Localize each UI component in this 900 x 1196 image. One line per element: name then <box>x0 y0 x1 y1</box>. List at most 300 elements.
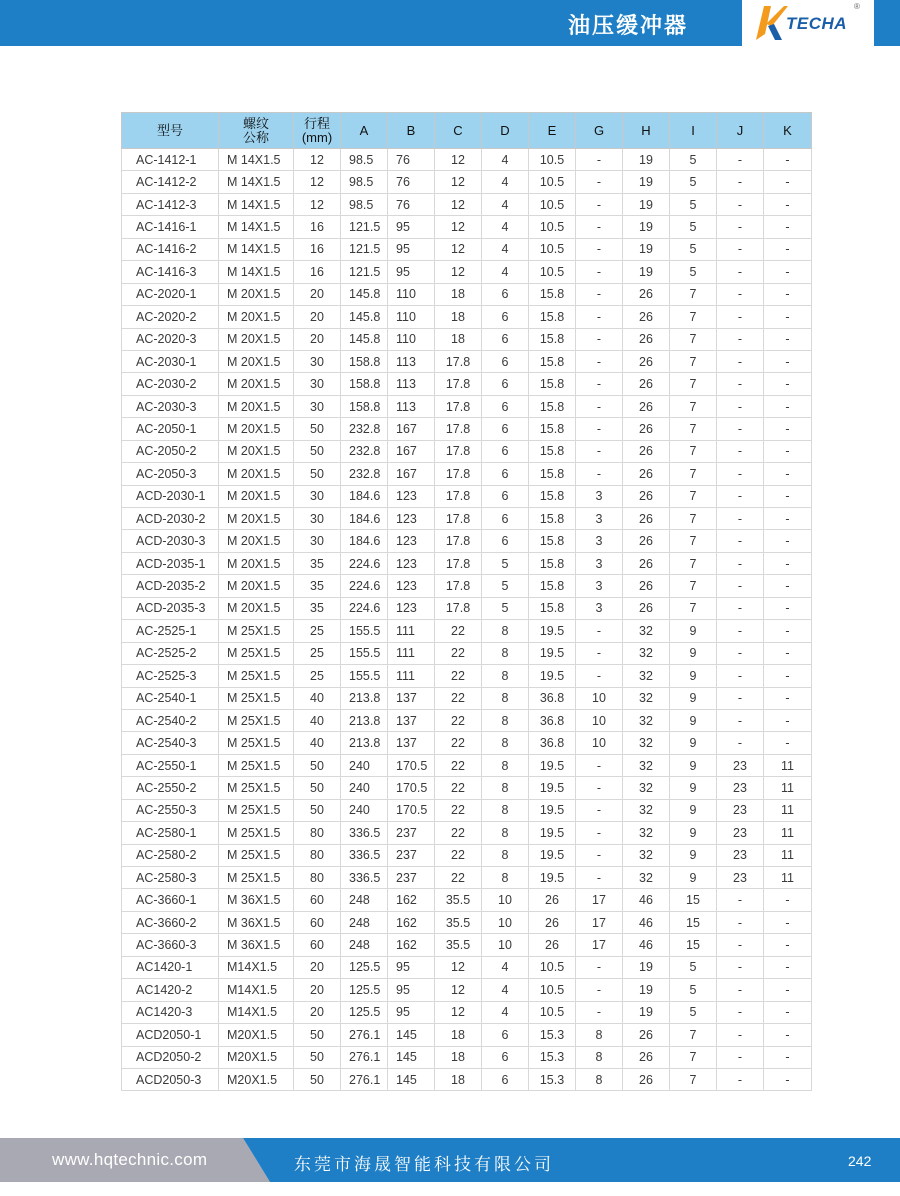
column-header-label: I <box>691 122 695 138</box>
table-cell: 113 <box>388 395 435 417</box>
table-cell: 4 <box>482 193 529 215</box>
table-cell: 237 <box>388 867 435 889</box>
table-cell: 4 <box>482 171 529 193</box>
model-cell: AC-2030-1 <box>122 350 219 372</box>
table-cell: 15.8 <box>529 328 576 350</box>
table-cell: - <box>764 216 812 238</box>
table-cell: 26 <box>623 395 670 417</box>
table-cell: - <box>717 395 764 417</box>
table-cell: 35.5 <box>435 889 482 911</box>
table-cell: - <box>717 216 764 238</box>
table-cell: 6 <box>482 508 529 530</box>
column-header-label: E <box>547 122 557 138</box>
table-cell: - <box>576 418 623 440</box>
table-cell: - <box>717 1024 764 1046</box>
table-cell: 123 <box>388 530 435 552</box>
table-cell: 240 <box>341 777 388 799</box>
table-cell: 32 <box>623 822 670 844</box>
table-row <box>122 463 812 485</box>
thread-cell: M 20X1.5 <box>219 552 294 574</box>
thread-cell: M 36X1.5 <box>219 889 294 911</box>
table-row <box>122 328 812 350</box>
table-cell: 7 <box>670 395 717 417</box>
table-cell: 17.8 <box>435 373 482 395</box>
table-cell: 6 <box>482 485 529 507</box>
table-cell: - <box>764 575 812 597</box>
thread-cell: M14X1.5 <box>219 1001 294 1023</box>
model-cell: ACD2050-1 <box>122 1024 219 1046</box>
table-row <box>122 238 812 260</box>
table-cell: - <box>717 149 764 171</box>
model-cell: AC1420-2 <box>122 979 219 1001</box>
table-cell: 15.8 <box>529 508 576 530</box>
table-cell: 19 <box>623 979 670 1001</box>
table-cell: 76 <box>388 193 435 215</box>
table-row <box>122 350 812 372</box>
table-cell: 145 <box>388 1024 435 1046</box>
table-cell: - <box>764 889 812 911</box>
table-cell: 19 <box>623 216 670 238</box>
table-row <box>122 395 812 417</box>
table-cell: 32 <box>623 844 670 866</box>
table-cell: 5 <box>670 1001 717 1023</box>
table-cell: 26 <box>623 283 670 305</box>
table-cell: 8 <box>482 620 529 642</box>
thread-cell: M 14X1.5 <box>219 149 294 171</box>
thread-cell: M 20X1.5 <box>219 575 294 597</box>
table-row <box>122 418 812 440</box>
column-header <box>482 113 529 149</box>
table-cell: 213.8 <box>341 709 388 731</box>
table-cell: 50 <box>294 1068 341 1090</box>
table-cell: 158.8 <box>341 395 388 417</box>
table-row <box>122 1068 812 1090</box>
model-cell: ACD2050-3 <box>122 1068 219 1090</box>
table-cell: - <box>576 979 623 1001</box>
table-cell: - <box>764 440 812 462</box>
table-cell: 19 <box>623 238 670 260</box>
table-cell: 7 <box>670 440 717 462</box>
header-bar <box>0 0 900 46</box>
table-cell: 19.5 <box>529 844 576 866</box>
table-cell: 22 <box>435 867 482 889</box>
table-cell: 7 <box>670 418 717 440</box>
table-cell: 7 <box>670 1046 717 1068</box>
table-cell: 32 <box>623 777 670 799</box>
table-cell: 20 <box>294 956 341 978</box>
table-cell: 36.8 <box>529 709 576 731</box>
table-cell: 5 <box>670 171 717 193</box>
registered-mark: ® <box>854 2 860 11</box>
table-cell: - <box>764 709 812 731</box>
table-cell: 16 <box>294 261 341 283</box>
table-cell: 20 <box>294 1001 341 1023</box>
table-cell: 23 <box>717 867 764 889</box>
table-cell: 15 <box>670 889 717 911</box>
table-cell: 232.8 <box>341 440 388 462</box>
table-cell: - <box>717 306 764 328</box>
table-cell: 19 <box>623 149 670 171</box>
table-cell: 4 <box>482 216 529 238</box>
table-cell: - <box>717 956 764 978</box>
table-cell: 121.5 <box>341 216 388 238</box>
table-cell: 6 <box>482 463 529 485</box>
table-cell: 26 <box>623 463 670 485</box>
thread-cell: M 20X1.5 <box>219 418 294 440</box>
table-cell: 123 <box>388 485 435 507</box>
table-cell: 6 <box>482 1068 529 1090</box>
table-row <box>122 283 812 305</box>
column-header-label: A <box>359 122 369 138</box>
table-cell: 4 <box>482 956 529 978</box>
table-cell: 5 <box>670 216 717 238</box>
table-cell: 121.5 <box>341 238 388 260</box>
thread-cell: M 20X1.5 <box>219 373 294 395</box>
table-cell: 8 <box>482 844 529 866</box>
table-cell: 16 <box>294 238 341 260</box>
model-cell: AC1420-1 <box>122 956 219 978</box>
table-cell: 8 <box>482 754 529 776</box>
model-cell: AC-2580-2 <box>122 844 219 866</box>
table-cell: 95 <box>388 1001 435 1023</box>
table-cell: 26 <box>623 1024 670 1046</box>
table-cell: 232.8 <box>341 418 388 440</box>
model-cell: AC-3660-2 <box>122 911 219 933</box>
model-cell: AC-1416-3 <box>122 261 219 283</box>
table-row <box>122 687 812 709</box>
table-row <box>122 1024 812 1046</box>
table-cell: - <box>764 642 812 664</box>
model-cell: AC-2550-1 <box>122 754 219 776</box>
table-cell: 15 <box>670 911 717 933</box>
table-cell: 19 <box>623 956 670 978</box>
table-cell: 145 <box>388 1046 435 1068</box>
table-cell: 15.3 <box>529 1068 576 1090</box>
table-cell: 95 <box>388 261 435 283</box>
table-cell: 8 <box>482 709 529 731</box>
table-cell: 19 <box>623 261 670 283</box>
table-cell: 10.5 <box>529 979 576 1001</box>
table-cell: 145.8 <box>341 283 388 305</box>
table-cell: 17.8 <box>435 350 482 372</box>
table-cell: - <box>717 934 764 956</box>
table-cell: - <box>764 193 812 215</box>
table-cell: 20 <box>294 328 341 350</box>
thread-cell: M14X1.5 <box>219 979 294 1001</box>
model-cell: AC-3660-1 <box>122 889 219 911</box>
table-cell: 8 <box>482 665 529 687</box>
table-cell: 35.5 <box>435 934 482 956</box>
table-cell: 8 <box>482 867 529 889</box>
table-row <box>122 777 812 799</box>
table-cell: 123 <box>388 552 435 574</box>
table-row <box>122 261 812 283</box>
table-cell: 11 <box>764 844 812 866</box>
table-cell: - <box>717 1046 764 1068</box>
table-cell: 224.6 <box>341 575 388 597</box>
table-cell: 17 <box>576 934 623 956</box>
table-cell: 336.5 <box>341 867 388 889</box>
table-cell: 7 <box>670 463 717 485</box>
table-cell: 26 <box>623 575 670 597</box>
table-cell: 23 <box>717 799 764 821</box>
table-cell: 19 <box>623 193 670 215</box>
model-cell: AC-1416-1 <box>122 216 219 238</box>
table-cell: - <box>764 911 812 933</box>
table-cell: - <box>764 306 812 328</box>
thread-cell: M 25X1.5 <box>219 732 294 754</box>
column-header-label: B <box>406 122 416 138</box>
table-cell: 95 <box>388 216 435 238</box>
table-row <box>122 665 812 687</box>
table-cell: 18 <box>435 306 482 328</box>
table-cell: 15.3 <box>529 1046 576 1068</box>
table-cell: - <box>576 799 623 821</box>
table-cell: - <box>717 485 764 507</box>
table-cell: 36.8 <box>529 732 576 754</box>
table-cell: 10.5 <box>529 171 576 193</box>
table-cell: - <box>717 1068 764 1090</box>
table-cell: 7 <box>670 373 717 395</box>
table-cell: 46 <box>623 934 670 956</box>
thread-cell: M 25X1.5 <box>219 822 294 844</box>
thread-cell: M 25X1.5 <box>219 687 294 709</box>
table-cell: - <box>717 642 764 664</box>
table-cell: 5 <box>670 193 717 215</box>
thread-cell: M 25X1.5 <box>219 620 294 642</box>
table-cell: 23 <box>717 777 764 799</box>
thread-cell: M20X1.5 <box>219 1024 294 1046</box>
table-cell: 7 <box>670 1024 717 1046</box>
table-cell: 10.5 <box>529 1001 576 1023</box>
table-cell: 276.1 <box>341 1068 388 1090</box>
table-cell: 26 <box>529 911 576 933</box>
table-cell: - <box>764 530 812 552</box>
table-cell: 17.8 <box>435 440 482 462</box>
table-cell: 6 <box>482 418 529 440</box>
table-cell: 8 <box>482 777 529 799</box>
table-cell: 22 <box>435 687 482 709</box>
model-cell: AC-2525-1 <box>122 620 219 642</box>
table-cell: 9 <box>670 642 717 664</box>
column-header <box>122 113 219 149</box>
table-cell: 336.5 <box>341 844 388 866</box>
table-cell: 95 <box>388 979 435 1001</box>
table-cell: 22 <box>435 665 482 687</box>
table-cell: 30 <box>294 485 341 507</box>
table-cell: 12 <box>435 261 482 283</box>
table-cell: 11 <box>764 822 812 844</box>
table-row <box>122 642 812 664</box>
table-cell: 6 <box>482 530 529 552</box>
table-cell: 232.8 <box>341 463 388 485</box>
table-cell: - <box>576 754 623 776</box>
table-cell: 80 <box>294 867 341 889</box>
table-cell: - <box>576 373 623 395</box>
table-cell: 22 <box>435 642 482 664</box>
table-cell: 98.5 <box>341 171 388 193</box>
table-cell: 22 <box>435 709 482 731</box>
table-cell: 15.8 <box>529 283 576 305</box>
table-cell: - <box>576 642 623 664</box>
table-cell: 50 <box>294 1046 341 1068</box>
column-header-label: 行程 <box>303 115 330 131</box>
table-cell: 7 <box>670 1068 717 1090</box>
table-cell: 22 <box>435 777 482 799</box>
table-cell: - <box>764 171 812 193</box>
table-cell: 6 <box>482 373 529 395</box>
thread-cell: M14X1.5 <box>219 956 294 978</box>
table-cell: 184.6 <box>341 485 388 507</box>
table-cell: 15.8 <box>529 306 576 328</box>
table-cell: - <box>576 777 623 799</box>
table-cell: 26 <box>623 418 670 440</box>
table-row <box>122 822 812 844</box>
table-cell: 155.5 <box>341 665 388 687</box>
table-cell: 113 <box>388 373 435 395</box>
thread-cell: M 20X1.5 <box>219 306 294 328</box>
table-row <box>122 193 812 215</box>
table-cell: 162 <box>388 911 435 933</box>
table-cell: 12 <box>294 193 341 215</box>
table-cell: 213.8 <box>341 687 388 709</box>
table-cell: 26 <box>623 306 670 328</box>
table-cell: 16 <box>294 216 341 238</box>
table-cell: 336.5 <box>341 822 388 844</box>
table-row <box>122 552 812 574</box>
table-cell: - <box>717 709 764 731</box>
table-cell: 50 <box>294 754 341 776</box>
thread-cell: M 20X1.5 <box>219 485 294 507</box>
table-cell: 248 <box>341 934 388 956</box>
table-cell: 12 <box>435 216 482 238</box>
table-cell: 11 <box>764 799 812 821</box>
table-cell: - <box>717 508 764 530</box>
column-header-label: 螺纹 <box>242 115 269 131</box>
table-cell: - <box>764 373 812 395</box>
table-cell: 12 <box>435 193 482 215</box>
column-header <box>529 113 576 149</box>
table-cell: - <box>717 620 764 642</box>
table-cell: 60 <box>294 911 341 933</box>
table-cell: 125.5 <box>341 956 388 978</box>
table-cell: 167 <box>388 418 435 440</box>
table-cell: 26 <box>623 530 670 552</box>
table-cell: - <box>764 283 812 305</box>
table-row <box>122 597 812 619</box>
model-cell: AC-2020-3 <box>122 328 219 350</box>
column-header <box>576 113 623 149</box>
table-cell: 50 <box>294 440 341 462</box>
table-cell: - <box>717 261 764 283</box>
table-cell: 98.5 <box>341 193 388 215</box>
table-cell: 76 <box>388 149 435 171</box>
model-cell: AC-2580-1 <box>122 822 219 844</box>
column-header <box>341 113 388 149</box>
k-logo-icon <box>754 4 788 42</box>
table-cell: 11 <box>764 754 812 776</box>
table-cell: 18 <box>435 328 482 350</box>
table-cell: 19.5 <box>529 777 576 799</box>
table-cell: 12 <box>435 1001 482 1023</box>
table-cell: 111 <box>388 620 435 642</box>
table-row <box>122 956 812 978</box>
model-cell: AC-2580-3 <box>122 867 219 889</box>
thread-cell: M 20X1.5 <box>219 440 294 462</box>
table-cell: 7 <box>670 508 717 530</box>
table-cell: 10.5 <box>529 956 576 978</box>
table-cell: 95 <box>388 956 435 978</box>
table-cell: 19.5 <box>529 754 576 776</box>
table-cell: 110 <box>388 306 435 328</box>
table-cell: 9 <box>670 732 717 754</box>
table-cell: 25 <box>294 642 341 664</box>
table-cell: 18 <box>435 1024 482 1046</box>
table-cell: - <box>717 665 764 687</box>
column-header <box>717 113 764 149</box>
table-cell: 162 <box>388 934 435 956</box>
thread-cell: M20X1.5 <box>219 1068 294 1090</box>
table-cell: 17.8 <box>435 395 482 417</box>
table-cell: 276.1 <box>341 1024 388 1046</box>
table-cell: 125.5 <box>341 979 388 1001</box>
table-cell: 15.8 <box>529 418 576 440</box>
model-cell: AC-2030-2 <box>122 373 219 395</box>
thread-cell: M 25X1.5 <box>219 709 294 731</box>
table-cell: 23 <box>717 754 764 776</box>
table-cell: 7 <box>670 328 717 350</box>
table-cell: - <box>717 687 764 709</box>
table-cell: 155.5 <box>341 642 388 664</box>
model-cell: AC-1416-2 <box>122 238 219 260</box>
model-cell: AC-2540-2 <box>122 709 219 731</box>
table-cell: 4 <box>482 238 529 260</box>
table-cell: 8 <box>576 1024 623 1046</box>
table-cell: - <box>764 463 812 485</box>
column-header <box>388 113 435 149</box>
table-cell: 12 <box>294 149 341 171</box>
table-cell: 19.5 <box>529 620 576 642</box>
table-cell: 8 <box>576 1068 623 1090</box>
table-cell: 26 <box>623 328 670 350</box>
table-cell: 3 <box>576 552 623 574</box>
table-cell: 5 <box>670 956 717 978</box>
table-cell: - <box>717 193 764 215</box>
table-cell: - <box>717 171 764 193</box>
table-cell: 213.8 <box>341 732 388 754</box>
thread-cell: M 25X1.5 <box>219 867 294 889</box>
model-cell: AC-2525-2 <box>122 642 219 664</box>
table-cell: 10.5 <box>529 238 576 260</box>
table-cell: 111 <box>388 665 435 687</box>
table-cell: 35 <box>294 597 341 619</box>
thread-cell: M 25X1.5 <box>219 754 294 776</box>
page-number: 242 <box>848 1153 872 1169</box>
table-cell: 4 <box>482 261 529 283</box>
table-cell: 17.8 <box>435 418 482 440</box>
thread-cell: M 36X1.5 <box>219 911 294 933</box>
table-cell: 46 <box>623 889 670 911</box>
table-cell: 20 <box>294 979 341 1001</box>
model-cell: ACD-2030-2 <box>122 508 219 530</box>
table-cell: 3 <box>576 508 623 530</box>
table-cell: 40 <box>294 732 341 754</box>
table-cell: - <box>576 1001 623 1023</box>
table-cell: 95 <box>388 238 435 260</box>
column-header-label: H <box>641 122 651 138</box>
table-cell: 30 <box>294 350 341 372</box>
model-cell: AC-2525-3 <box>122 665 219 687</box>
